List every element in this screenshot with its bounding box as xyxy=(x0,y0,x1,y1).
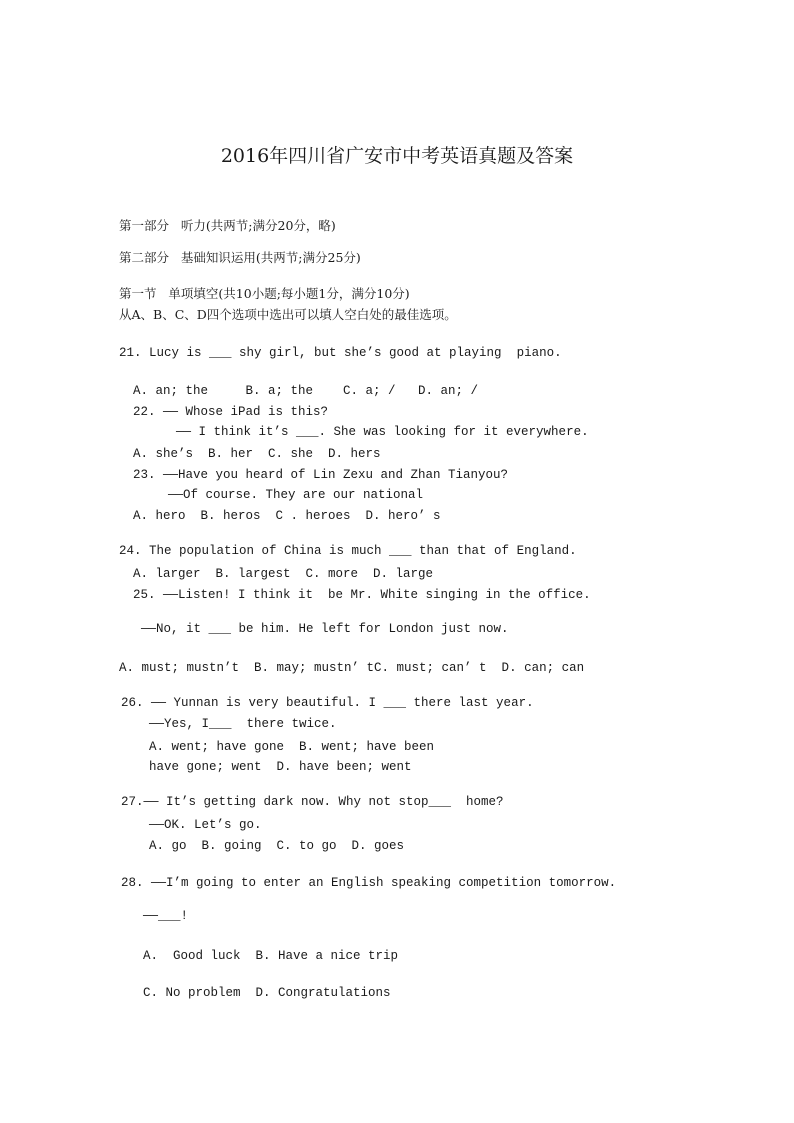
question-21-options: A. an; the B. a; the C. a; / D. an; / xyxy=(133,384,479,398)
part1-heading: 第一部分 听力(共两节;满分20分，略) xyxy=(119,218,336,233)
question-27-line2: ——OK. Let’s go. xyxy=(149,818,262,832)
question-27-stem: 27.—— It’s getting dark now. Why not stop___ home? xyxy=(121,795,504,809)
question-24-stem: 24. The population of China is much ___ than that of England. xyxy=(119,544,577,558)
question-23-line2: ——Of course. They are our national xyxy=(168,488,424,502)
question-25-stem: 25. ——Listen! I think it be Mr. White singing in the office. xyxy=(133,588,591,602)
question-22-line2: —— I think it’s ___. She was looking for it everywhere. xyxy=(176,425,589,439)
question-23-options: A. hero B. heros C . heroes D. hero’ s xyxy=(133,509,441,523)
question-28-options-line2: C. No problem D. Congratulations xyxy=(143,986,391,1000)
question-25-line2: ——No, it ___ be him. He left for London just now. xyxy=(141,622,509,636)
question-25-options: A. must; mustn’t B. may; mustn’ tC. must; can’ t D. can; can xyxy=(119,661,585,675)
question-27-options: A. go B. going C. to go D. goes xyxy=(149,839,405,853)
page-title: 2016年四川省广安市中考英语真题及答案 xyxy=(220,145,574,167)
question-22-options: A. she’s B. her C. she D. hers xyxy=(133,447,381,461)
question-26-options-line2: have gone; went D. have been; went xyxy=(149,760,412,774)
question-28-options: A. Good luck B. Have a nice trip xyxy=(143,949,399,963)
question-26-line2: ——Yes, I___ there twice. xyxy=(149,717,337,731)
question-26-options: A. went; have gone B. went; have been xyxy=(149,740,435,754)
question-28-stem: 28. ——I’m going to enter an English speaking competition tomorrow. xyxy=(121,876,617,890)
question-28-line2: ——___! xyxy=(143,909,189,923)
question-23-stem: 23. ——Have you heard of Lin Zexu and Zhan Tianyou? xyxy=(133,468,509,482)
question-21-stem: 21. Lucy is ___ shy girl, but she’s good at playing piano. xyxy=(119,346,562,360)
section1-heading: 第一节 单项填空(共10小题;每小题1分，满分10分) xyxy=(119,286,410,301)
question-24-options: A. larger B. largest C. more D. large xyxy=(133,567,434,581)
question-26-stem: 26. —— Yunnan is very beautiful. I ___ there last year. xyxy=(121,696,534,710)
part2-heading: 第二部分 基础知识运用(共两节;满分25分) xyxy=(119,250,361,265)
instruction-text: 从A、B、C、D四个选项中选出可以填人空白处的最佳选项。 xyxy=(119,307,457,322)
question-22-stem: 22. —— Whose iPad is this? xyxy=(133,405,329,419)
